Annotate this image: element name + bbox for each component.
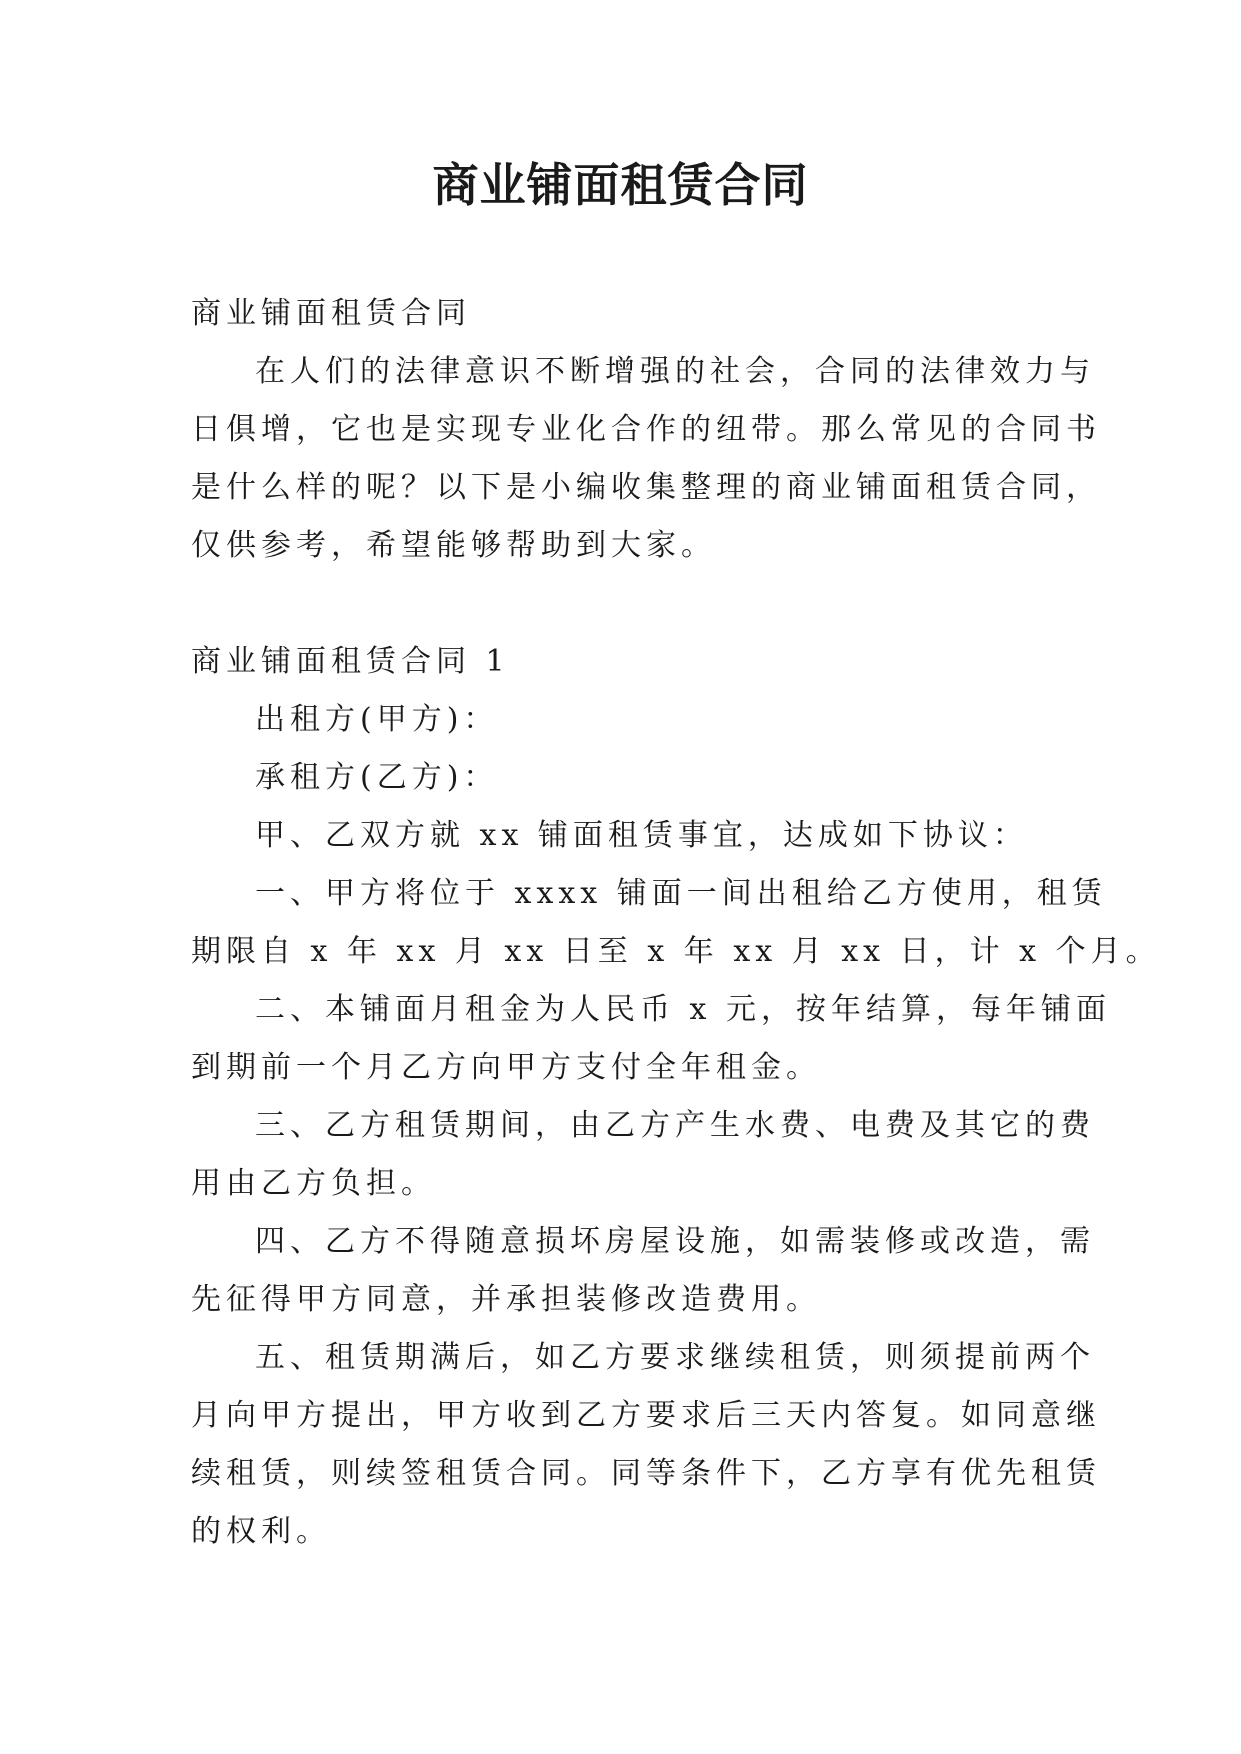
clause-5-line: 的权利。 <box>191 1514 331 1549</box>
clause-2-line: 到期前一个月乙方向甲方支付全年租金。 <box>191 1050 821 1085</box>
paragraph-gap <box>191 575 1059 633</box>
clause-1-line: 一、甲方将位于 xxxx 铺面一间出租给乙方使用，租赁 <box>255 876 1107 911</box>
clause-4-line: 先征得甲方同意，并承担装修改造费用。 <box>191 1282 821 1317</box>
clause-5-line: 月向甲方提出，甲方收到乙方要求后三天内答复。如同意继 <box>191 1398 1101 1433</box>
intro-line: 是什么样的呢？以下是小编收集整理的商业铺面租赁合同， <box>191 470 1101 505</box>
document-subtitle: 商业铺面租赁合同 <box>191 296 471 331</box>
document-body <box>191 285 1161 1561</box>
agreement-line: 甲、乙双方就 xx 铺面租赁事宜，达成如下协议： <box>255 818 1028 853</box>
clause-3-line: 三、乙方租赁期间，由乙方产生水费、电费及其它的费 <box>255 1108 1095 1143</box>
intro-line: 仅供参考，希望能够帮助到大家。 <box>191 528 716 563</box>
clause-5-line: 续租赁，则续签租赁合同。同等条件下，乙方享有优先租赁 <box>191 1456 1101 1491</box>
lessee-line: 承租方(乙方)： <box>255 760 499 795</box>
clause-2-line: 二、本铺面月租金为人民币 x 元，按年结算，每年铺面 <box>255 992 1111 1027</box>
clause-1-line: 期限自 x 年 xx 月 xx 日至 x 年 xx 月 xx 日，计 x 个月。 <box>191 934 1161 969</box>
intro-line: 在人们的法律意识不断增强的社会，合同的法律效力与 <box>255 354 1095 389</box>
section-title: 商业铺面租赁合同 1 <box>191 644 510 679</box>
clause-4-line: 四、乙方不得随意损坏房屋设施，如需装修或改造，需 <box>255 1224 1095 1259</box>
document-title: 商业铺面租赁合同 <box>432 158 809 212</box>
clause-3-line: 用由乙方负担。 <box>191 1166 436 1201</box>
clause-5-line: 五、租赁期满后，如乙方要求继续租赁，则须提前两个 <box>255 1340 1095 1375</box>
lessor-line: 出租方(甲方)： <box>255 702 499 737</box>
intro-line: 日俱增，它也是实现专业化合作的纽带。那么常见的合同书 <box>191 412 1101 447</box>
